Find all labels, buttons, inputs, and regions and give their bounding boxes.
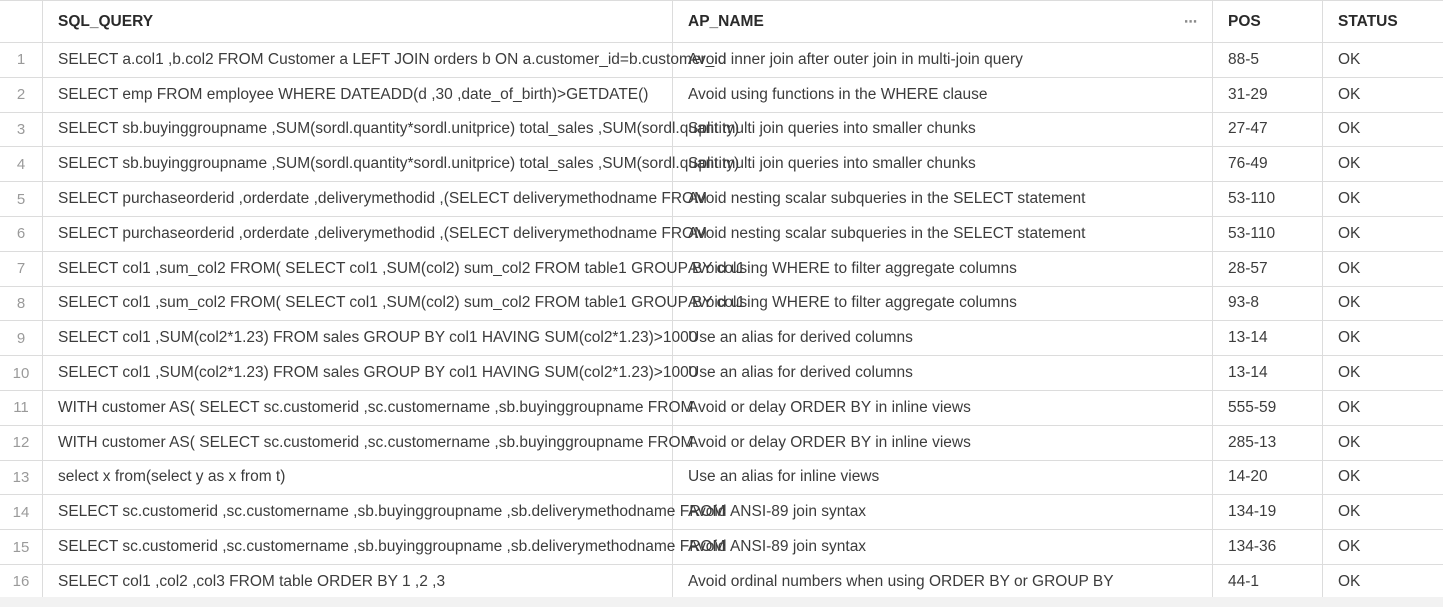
ap-name-cell[interactable]: Avoid or delay ORDER BY in inline views (673, 391, 1213, 425)
ap-name-cell[interactable]: Use an alias for derived columns (673, 356, 1213, 390)
row-number-cell[interactable]: 1 (0, 43, 43, 77)
table-row[interactable] (0, 530, 1443, 565)
sql-query-cell[interactable]: SELECT sc.customerid ,sc.customername ,sb.buyinggroupname ,sb.deliverymethodname FROM (43, 530, 673, 564)
pos-cell[interactable]: 134-36 (1213, 530, 1323, 564)
row-number-cell[interactable]: 11 (0, 391, 43, 425)
grid-body (0, 43, 1443, 600)
table-row[interactable] (0, 287, 1443, 322)
sql-query-cell[interactable]: SELECT emp FROM employee WHERE DATEADD(d ,30 ,date_of_birth)>GETDATE() (43, 78, 673, 112)
status-cell[interactable]: OK (1338, 120, 1361, 138)
row-number-cell[interactable]: 4 (0, 147, 43, 181)
ap-name-cell[interactable]: Avoid nesting scalar subqueries in the SELECT statement (673, 217, 1213, 251)
column-header-sql-query[interactable]: SQL_QUERY (43, 1, 673, 42)
row-number-cell[interactable]: 2 (0, 78, 43, 112)
sql-query-cell[interactable]: SELECT col1 ,sum_col2 FROM( SELECT col1 ,SUM(col2) sum_col2 FROM table1 GROUP BY col1 (43, 252, 673, 286)
row-number-header (0, 1, 43, 42)
row-number-cell[interactable]: 5 (0, 182, 43, 216)
table-row[interactable] (0, 321, 1443, 356)
sql-query-cell[interactable]: SELECT a.col1 ,b.col2 FROM Customer a LEFT JOIN orders b ON a.customer_id=b.customer_id (43, 43, 673, 77)
table-row[interactable] (0, 356, 1443, 391)
column-header-pos[interactable]: POS (1213, 1, 1323, 42)
row-number-cell[interactable]: 8 (0, 287, 43, 321)
pos-cell[interactable]: 53-110 (1213, 182, 1323, 216)
sql-query-cell[interactable]: SELECT col1 ,col2 ,col3 FROM table ORDER BY 1 ,2 ,3 (43, 565, 673, 599)
table-row[interactable] (0, 426, 1443, 461)
sql-query-cell[interactable]: SELECT purchaseorderid ,orderdate ,deliverymethodid ,(SELECT deliverymethodname FROM (43, 182, 673, 216)
sql-query-cell[interactable]: select x from(select y as x from t) (43, 461, 673, 495)
status-cell[interactable]: OK (1338, 155, 1361, 173)
pos-cell[interactable]: 134-19 (1213, 495, 1323, 529)
column-header-status[interactable]: STATUS (1338, 12, 1398, 30)
column-header-ap-name[interactable] (673, 1, 1213, 42)
ap-name-cell[interactable]: Split multi join queries into smaller chunks (673, 147, 1213, 181)
table-row[interactable] (0, 461, 1443, 496)
status-cell[interactable]: OK (1338, 538, 1361, 556)
status-cell[interactable]: OK (1338, 190, 1361, 208)
table-row[interactable] (0, 78, 1443, 113)
pos-cell[interactable]: 13-14 (1213, 356, 1323, 390)
status-cell[interactable]: OK (1338, 329, 1361, 347)
status-cell[interactable]: OK (1338, 224, 1361, 242)
ap-name-cell[interactable]: Avoid ordinal numbers when using ORDER BY or GROUP BY (673, 565, 1213, 599)
sql-query-cell[interactable]: SELECT sb.buyinggroupname ,SUM(sordl.quantity*sordl.unitprice) total_sales ,SUM(sordl.quantity) (43, 113, 673, 147)
status-cell[interactable]: OK (1338, 433, 1361, 451)
pos-cell[interactable]: 27-47 (1213, 113, 1323, 147)
table-row[interactable] (0, 495, 1443, 530)
table-row[interactable] (0, 182, 1443, 217)
status-cell[interactable]: OK (1338, 50, 1361, 68)
row-number-cell[interactable]: 10 (0, 356, 43, 390)
table-row[interactable] (0, 113, 1443, 148)
row-number-cell[interactable]: 7 (0, 252, 43, 286)
ap-name-cell[interactable]: Avoid ANSI-89 join syntax (673, 530, 1213, 564)
column-menu-icon[interactable]: ⋯ (1184, 13, 1198, 29)
row-number-cell[interactable]: 12 (0, 426, 43, 460)
status-cell[interactable]: OK (1338, 294, 1361, 312)
ap-name-cell[interactable]: Use an alias for derived columns (673, 321, 1213, 355)
table-row[interactable] (0, 43, 1443, 78)
table-row[interactable] (0, 252, 1443, 287)
table-row[interactable] (0, 391, 1443, 426)
status-cell[interactable]: OK (1338, 398, 1361, 416)
ap-name-cell[interactable]: Avoid ANSI-89 join syntax (673, 495, 1213, 529)
sql-query-cell[interactable]: SELECT col1 ,sum_col2 FROM( SELECT col1 ,SUM(col2) sum_col2 FROM table1 GROUP BY col1 (43, 287, 673, 321)
status-cell[interactable]: OK (1338, 259, 1361, 277)
ap-name-cell[interactable]: Use an alias for inline views (673, 461, 1213, 495)
pos-cell[interactable]: 13-14 (1213, 321, 1323, 355)
sql-query-cell[interactable]: SELECT sb.buyinggroupname ,SUM(sordl.quantity*sordl.unitprice) total_sales ,SUM(sordl.quantity) (43, 147, 673, 181)
sql-query-cell[interactable]: SELECT sc.customerid ,sc.customername ,sb.buyinggroupname ,sb.deliverymethodname FROM (43, 495, 673, 529)
status-cell[interactable]: OK (1338, 503, 1361, 521)
ap-name-cell[interactable]: Avoid using WHERE to filter aggregate columns (673, 252, 1213, 286)
table-row[interactable] (0, 565, 1443, 600)
ap-name-cell[interactable]: Avoid using functions in the WHERE clause (673, 78, 1213, 112)
table-row[interactable] (0, 217, 1443, 252)
header-row (0, 1, 1443, 43)
table-row[interactable] (0, 147, 1443, 182)
ap-name-cell[interactable]: Avoid using WHERE to filter aggregate columns (673, 287, 1213, 321)
pos-cell[interactable]: 93-8 (1213, 287, 1323, 321)
pos-cell[interactable]: 88-5 (1213, 43, 1323, 77)
row-number-cell[interactable]: 9 (0, 321, 43, 355)
pos-cell[interactable]: 53-110 (1213, 217, 1323, 251)
sql-query-cell[interactable]: SELECT col1 ,SUM(col2*1.23) FROM sales GROUP BY col1 HAVING SUM(col2*1.23)>1000 (43, 356, 673, 390)
row-number-cell[interactable]: 13 (0, 461, 43, 495)
pos-cell[interactable]: 28-57 (1213, 252, 1323, 286)
sql-query-cell[interactable]: SELECT purchaseorderid ,orderdate ,deliverymethodid ,(SELECT deliverymethodname FROM (43, 217, 673, 251)
ap-name-cell[interactable]: Avoid inner join after outer join in multi-join query (673, 43, 1213, 77)
row-number-cell[interactable]: 16 (0, 565, 43, 599)
pos-cell[interactable]: 555-59 (1213, 391, 1323, 425)
row-number-cell[interactable]: 15 (0, 530, 43, 564)
column-header-ap-name-label: AP_NAME (688, 12, 764, 30)
row-number-cell[interactable]: 14 (0, 495, 43, 529)
sql-query-cell[interactable]: WITH customer AS( SELECT sc.customerid ,sc.customername ,sb.buyinggroupname FROM (43, 391, 673, 425)
status-cell[interactable]: OK (1338, 364, 1361, 382)
sql-query-cell[interactable]: SELECT col1 ,SUM(col2*1.23) FROM sales GROUP BY col1 HAVING SUM(col2*1.23)>1000 (43, 321, 673, 355)
pos-cell[interactable]: 31-29 (1213, 78, 1323, 112)
row-number-cell[interactable]: 3 (0, 113, 43, 147)
status-cell[interactable]: OK (1338, 85, 1361, 103)
pos-cell[interactable]: 285-13 (1213, 426, 1323, 460)
row-number-cell[interactable]: 6 (0, 217, 43, 251)
pos-cell[interactable]: 14-20 (1213, 461, 1323, 495)
ap-name-cell[interactable]: Split multi join queries into smaller chunks (673, 113, 1213, 147)
pos-cell[interactable]: 44-1 (1213, 565, 1323, 599)
sql-query-cell[interactable]: WITH customer AS( SELECT sc.customerid ,sc.customername ,sb.buyinggroupname FROM (43, 426, 673, 460)
status-cell[interactable]: OK (1338, 572, 1361, 590)
ap-name-cell[interactable]: Avoid nesting scalar subqueries in the SELECT statement (673, 182, 1213, 216)
pos-cell[interactable]: 76-49 (1213, 147, 1323, 181)
status-cell[interactable]: OK (1338, 468, 1361, 486)
ap-name-cell[interactable]: Avoid or delay ORDER BY in inline views (673, 426, 1213, 460)
horizontal-scrollbar[interactable] (0, 597, 1443, 607)
